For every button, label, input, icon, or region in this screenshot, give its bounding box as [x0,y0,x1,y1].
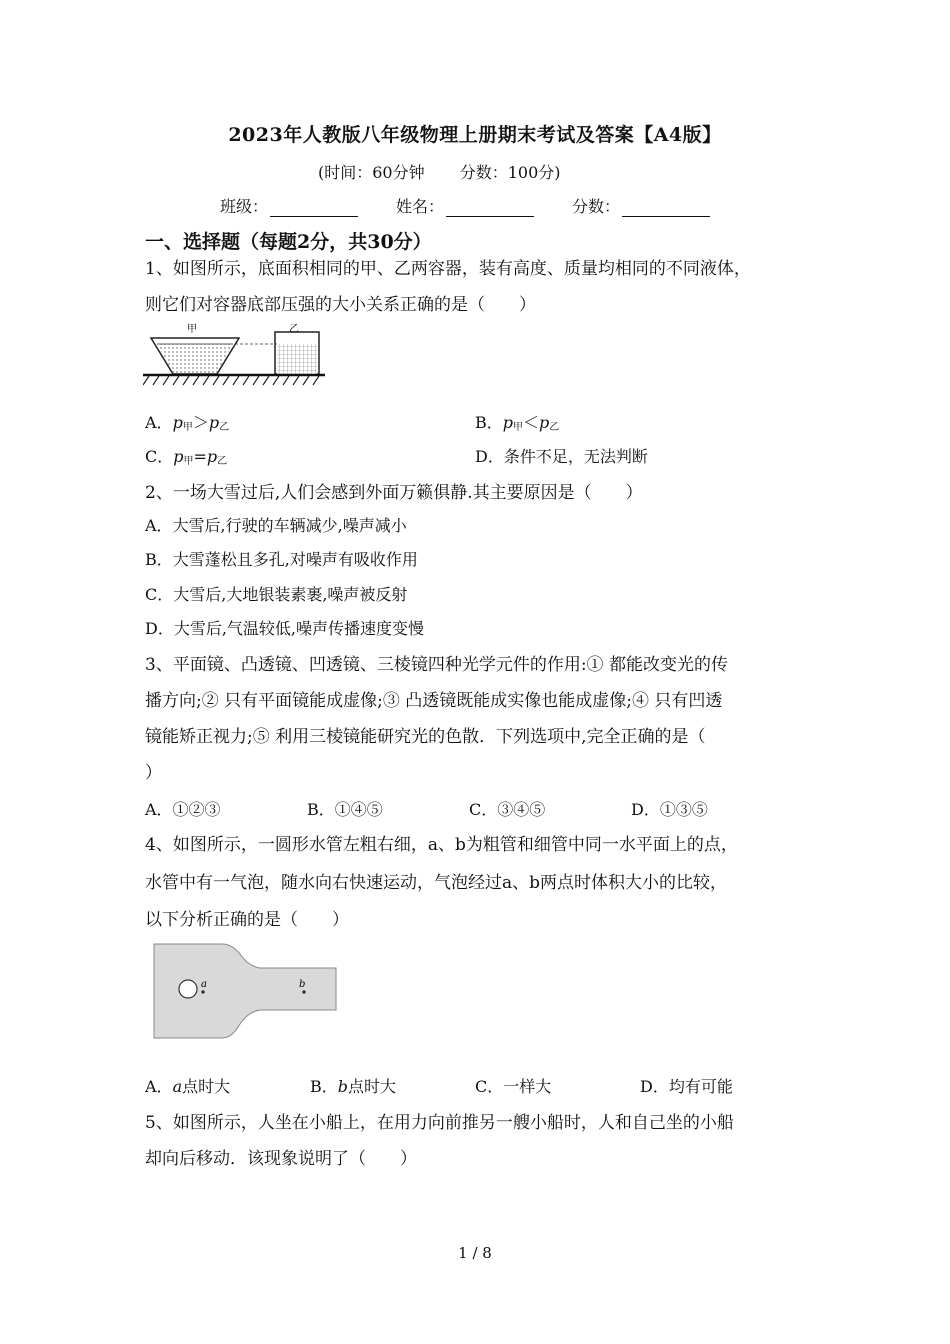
label-b: b [299,979,306,990]
name-label: 姓名： [396,197,445,216]
air-bubble [179,980,197,998]
label-jia: 甲 [187,324,197,335]
q1-containers-figure [143,322,325,386]
q3-option-b[interactable]: B．①④⑤ [307,800,383,819]
q3-option-d[interactable]: D．①③⑤ [631,800,708,819]
liquid-yi [277,344,317,374]
name-field[interactable] [396,194,534,217]
student-fields [220,194,748,217]
q4-option-d[interactable]: D．均有可能 [640,1077,733,1096]
class-blank[interactable] [270,198,358,217]
q2-option-c[interactable]: C．大雪后,大地银装素裹,噪声被反射 [145,585,408,604]
q3-option-c[interactable]: C．③④⑤ [469,800,546,819]
score-info: 分数：100分) [459,163,561,182]
q4-stem-line2: 水管中有一气泡，随水向右快速运动，气泡经过a、b两点时体积大小的比较， [145,873,728,893]
q2-option-a[interactable]: A．大雪后,行驶的车辆减少,噪声减小 [145,516,407,535]
q2-option-d[interactable]: D．大雪后,气温较低,噪声传播速度变慢 [145,619,425,638]
q1-option-a[interactable]: A．$p_甲>p_乙$ [145,413,230,433]
liquid-jia [157,344,233,374]
q4-option-b[interactable]: B．b点时大 [310,1077,397,1096]
page-number: 1 / 8 [458,1244,492,1262]
q4-option-c[interactable]: C．一样大 [475,1077,552,1096]
point-a [201,990,204,993]
q5-stem-line2: 却向后移动．该现象说明了（ ） [145,1149,417,1169]
q2-option-b[interactable]: B．大雪蓬松且多孔,对噪声有吸收作用 [145,550,418,569]
q1-stem-line1: 1、如图所示，底面积相同的甲、乙两容器，装有高度、质量均相同的不同液体， [145,259,751,279]
q4-stem-line1: 4、如图所示，一圆形水管左粗右细，a、b为粗管和细管中同一水平面上的点， [145,835,738,855]
q1-stem-line2: 则它们对容器底部压强的大小关系正确的是（ ） [145,295,536,315]
score-blank[interactable] [622,198,710,217]
exam-meta [318,160,591,183]
q1-option-c[interactable]: C．$p_甲=p_乙$ [145,447,228,467]
score-label: 分数： [572,197,621,216]
q3-stem-line2: 播方向;② 只有平面镜能成虚像;③ 凸透镜既能成实像也能成虚像;④ 只有凹透 [145,691,723,711]
q4-stem-line3: 以下分析正确的是（ ） [145,910,349,930]
q3-stem-line4: ） [145,763,162,783]
section-heading: 一、选择题（每题2分，共30分） [145,231,432,253]
point-b [302,990,305,993]
name-blank[interactable] [446,198,534,217]
class-label: 班级： [220,197,269,216]
q3-option-a[interactable]: A．①②③ [145,800,221,819]
q3-stem-line3: 镜能矫正视力;⑤ 利用三棱镜能研究光的色散．下列选项中,完全正确的是（ [145,727,706,747]
q3-stem-line1: 3、平面镜、凸透镜、凹透镜、三棱镜四种光学元件的作用:① 都能改变光的传 [145,655,728,675]
q5-stem-line1: 5、如图所示，人坐在小船上，在用力向前推另一艘小船时，人和自己坐的小船 [145,1113,734,1133]
page-title: 2023年人教版八年级物理上册期末考试及答案【A4版】 [228,124,722,146]
q1-option-d[interactable]: D．条件不足，无法判断 [475,447,648,466]
label-yi: 乙 [289,324,299,335]
q4-pipe-figure [152,942,338,1042]
score-field[interactable] [572,194,710,217]
q4-option-a[interactable]: A．a点时大 [145,1077,231,1096]
q2-stem: 2、一场大雪过后,人们会感到外面万籁俱静.其主要原因是（ ） [145,483,643,503]
q1-option-b[interactable]: B．$p_甲<p_乙$ [475,413,560,433]
time-info: (时间：60分钟 [318,163,425,182]
label-a: a [201,979,207,990]
class-field[interactable] [220,194,358,217]
